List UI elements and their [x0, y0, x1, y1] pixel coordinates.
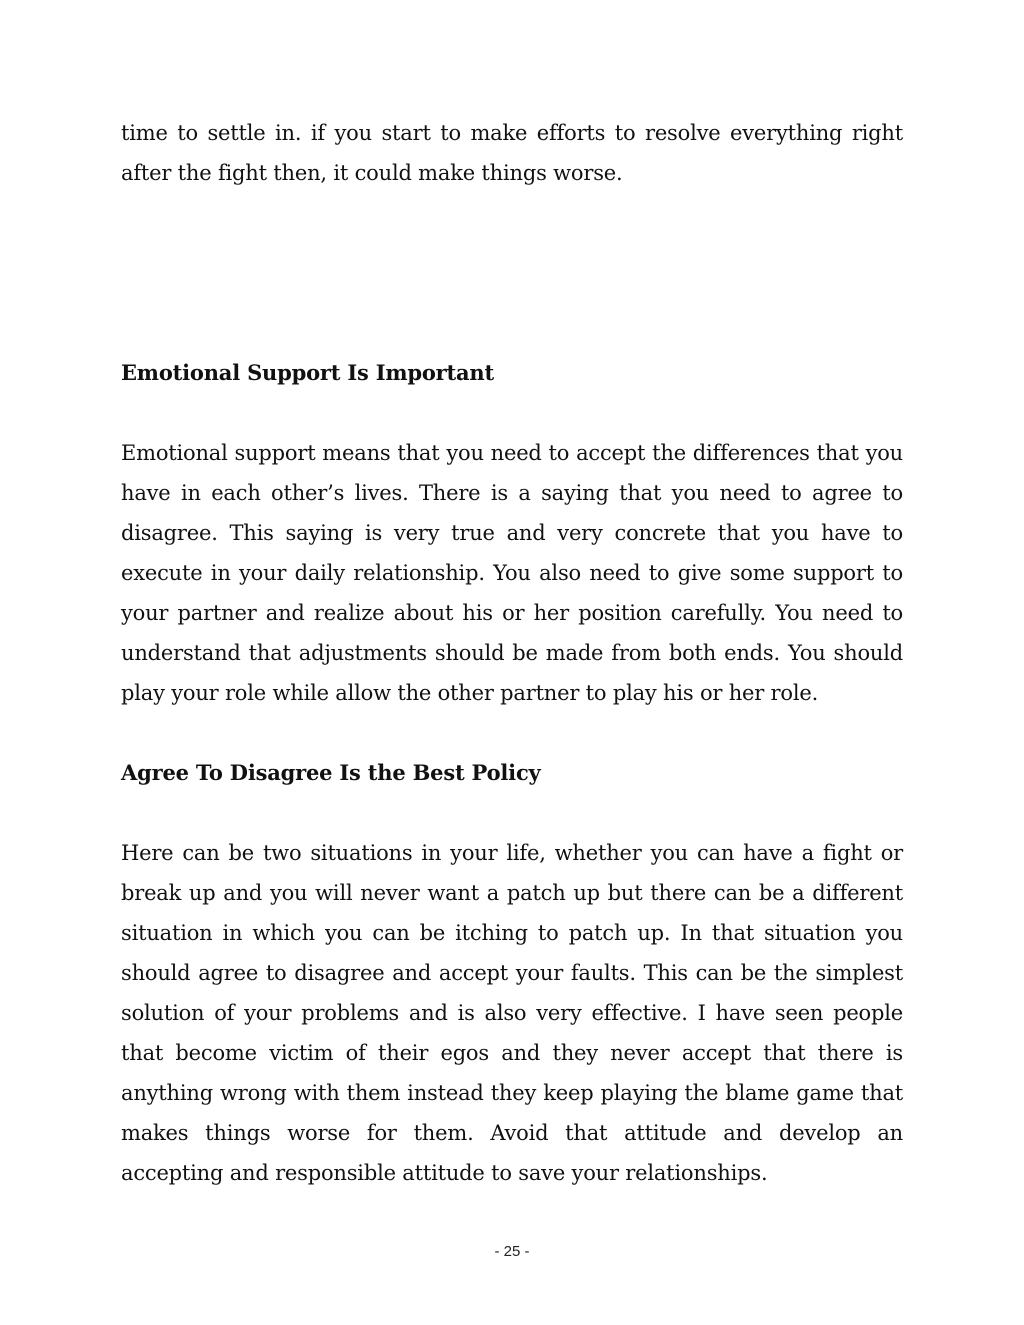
section-heading-agree-to-disagree: Agree To Disagree Is the Best Policy: [121, 760, 541, 785]
intro-paragraph: time to settle in. if you start to make efforts to resolve everything right after the fight then, it could make things worse.: [121, 121, 903, 185]
section-body-agree-to-disagree: Here can be two situations in your life, whether you can have a fight or break up and you will never want a patch up but there can be a different situation in which you can be itching to patch up. In that situation you should agree to disagree and accept your faults. This can be the simplest solution of your problems and is also very effective. I have seen people that become victim of their egos and they never accept that there is anything wrong with them instead they keep playing the blame game that makes things worse for them. Avoid that attitude and develop an accepting and responsible attitude to save your relationships.: [121, 841, 903, 1185]
section-heading-emotional-support: Emotional Support Is Important: [121, 360, 494, 385]
section-body-emotional-support: Emotional support means that you need to accept the differences that you have in each other’s lives. There is a saying that you need to agree to disagree. This saying is very true and very concrete that you have to execute in your daily relationship. You also need to give some support to your partner and realize about his or her position carefully. You need to understand that adjustments should be made from both ends. You should play your role while allow the other partner to play his or her role.: [121, 441, 903, 705]
page-number: - 25 -: [494, 1243, 530, 1260]
